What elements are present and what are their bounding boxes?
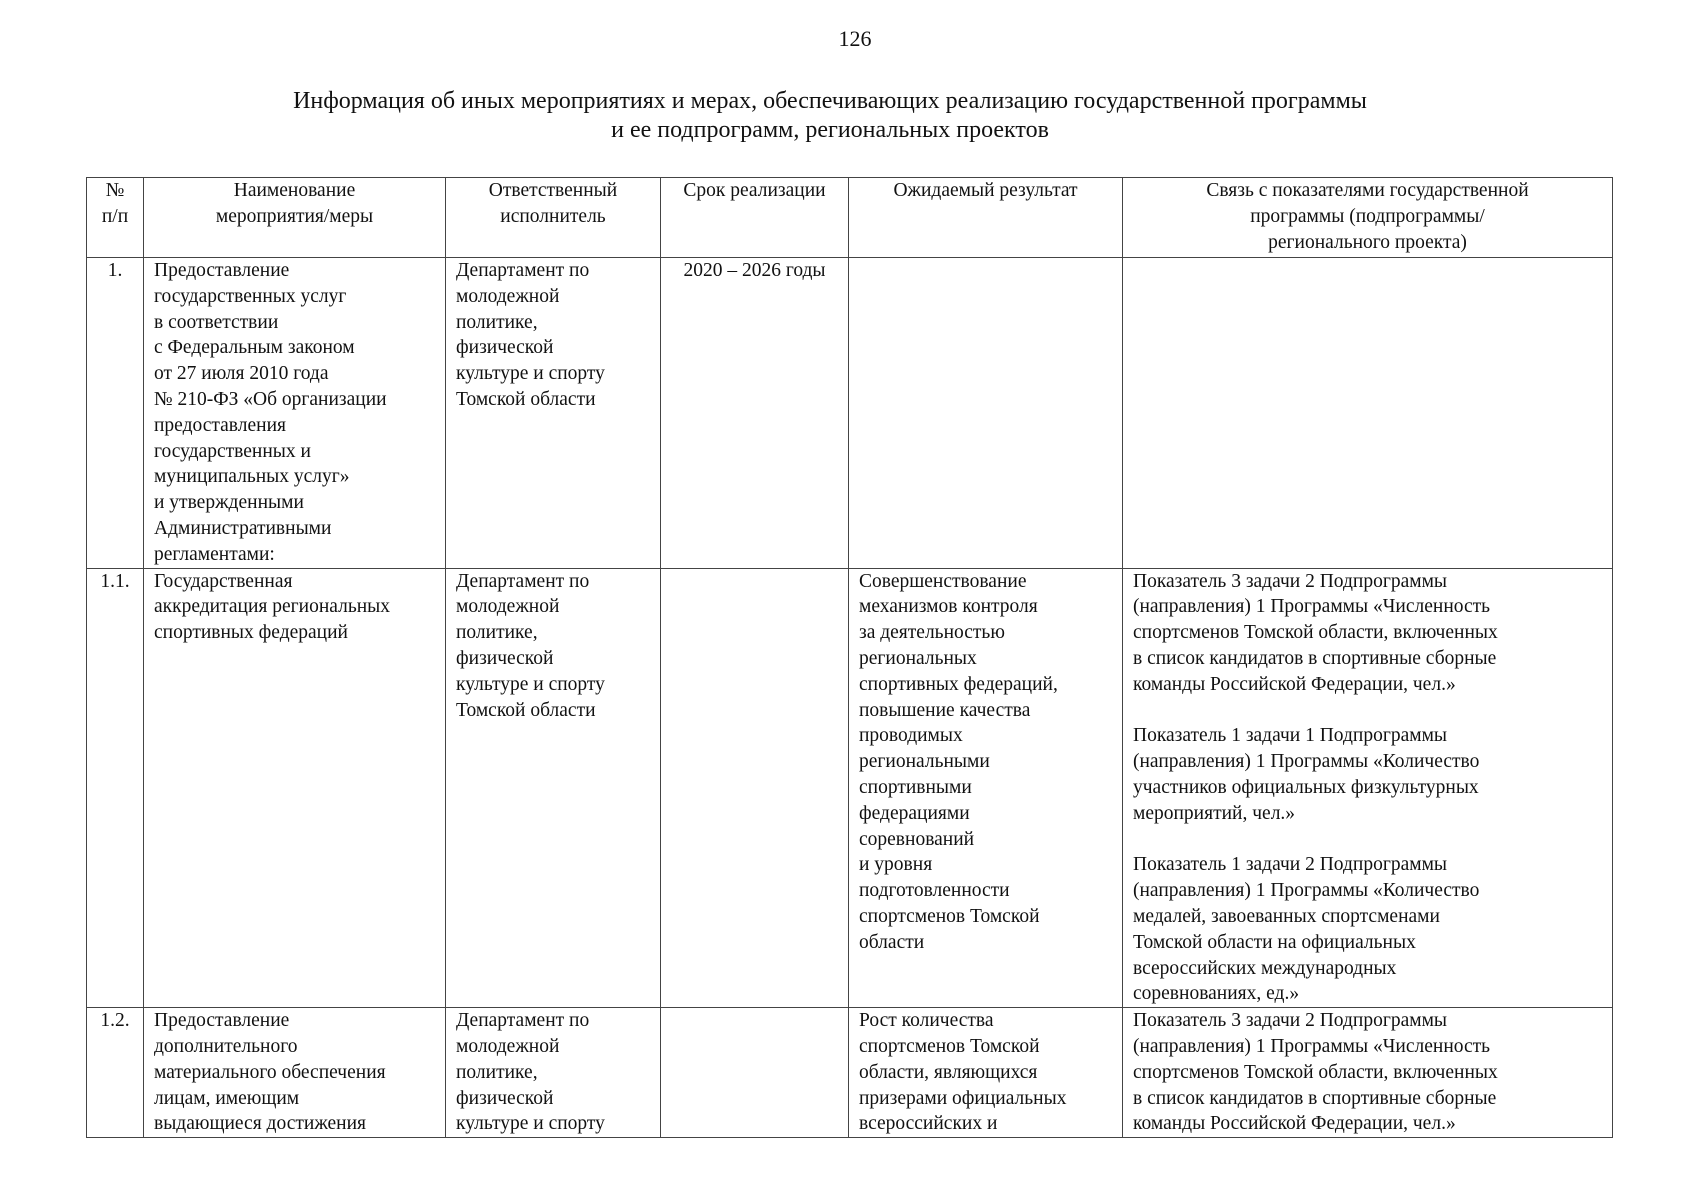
responsible-executor <box>446 258 661 569</box>
cell-line: Совершенствование <box>859 570 1027 592</box>
cell-line: соревнованиях, ед.» <box>1133 983 1300 1005</box>
cell-line: регламентами: <box>154 543 275 565</box>
cell-line: Томской области <box>456 699 596 721</box>
document-title <box>240 87 1420 145</box>
cell-line: (направления) 1 Программы «Количество <box>1133 880 1480 902</box>
cell-line: лицам, имеющим <box>154 1087 300 1109</box>
cell-line: за деятельностью <box>859 622 1005 644</box>
cell-line: физической <box>456 337 554 359</box>
responsible-executor <box>446 568 661 1008</box>
cell-line: Департамент по <box>456 570 590 592</box>
cell-line: аккредитация региональных <box>154 596 390 618</box>
responsible-executor <box>446 1008 661 1138</box>
cell-line: муниципальных услуг» <box>154 466 350 488</box>
measure-name <box>144 258 446 569</box>
cell-line: п/п <box>101 205 129 227</box>
expected-result <box>849 258 1123 569</box>
cell-line: региональными <box>859 751 990 773</box>
cell-line: всероссийских и <box>859 1113 998 1135</box>
implementation-term: 2020 – 2026 годы <box>661 258 849 569</box>
cell-line: спортивных федераций <box>154 622 348 644</box>
header-num <box>87 178 144 258</box>
cell-line: молодежной <box>456 596 560 618</box>
cell-line: Предоставление <box>154 260 290 281</box>
row-number: 1. <box>87 258 144 569</box>
cell-line: Томской области <box>456 388 596 410</box>
cell-line: (направления) 1 Программы «Численность <box>1133 1035 1491 1057</box>
table-row <box>87 258 1613 569</box>
measure-name <box>144 1008 446 1138</box>
cell-line: государственных и <box>154 440 311 462</box>
implementation-term <box>661 1008 849 1138</box>
cell-line: проводимых <box>859 725 963 747</box>
cell-line: культуре и спорту <box>456 1113 605 1135</box>
cell-line: с Федеральным законом <box>154 337 355 359</box>
cell-line: спортивными <box>859 776 972 798</box>
indicator-link <box>1123 1008 1613 1138</box>
cell-line: молодежной <box>456 285 560 307</box>
cell-line: Показатель 3 задачи 2 Подпрограммы <box>1133 1010 1448 1032</box>
cell-line: Срок реализации <box>683 180 826 201</box>
cell-line: соревнований <box>859 828 975 850</box>
header-term <box>661 178 849 258</box>
cell-line: Ожидаемый результат <box>893 180 1078 201</box>
table-row <box>87 1008 1613 1138</box>
cell-line: призерами официальных <box>859 1087 1067 1109</box>
cell-line: № <box>105 180 125 201</box>
cell-line: в список кандидатов в спортивные сборные <box>1133 647 1497 669</box>
cell-line: Наименование <box>233 180 356 201</box>
cell-line: мероприятия/меры <box>215 205 374 227</box>
cell-line: всероссийских международных <box>1133 957 1397 979</box>
cell-line: спортсменов Томской области, включенных <box>1133 622 1498 644</box>
cell-line: культуре и спорту <box>456 363 605 385</box>
cell-line: Томской области на официальных <box>1133 931 1416 953</box>
table-row <box>87 568 1613 1008</box>
row-number: 1.1. <box>87 568 144 1008</box>
cell-line: Административными <box>154 517 332 539</box>
cell-line: подготовленности <box>859 880 1010 902</box>
cell-line: спортсменов Томской <box>859 905 1040 927</box>
cell-line: в соответствии <box>154 311 279 333</box>
cell-line: команды Российской Федерации, чел.» <box>1133 673 1456 695</box>
cell-line: региональных <box>859 647 977 669</box>
cell-line: физической <box>456 1087 554 1109</box>
cell-line: Связь с показателями государственной <box>1206 180 1529 201</box>
cell-line: механизмов контроля <box>859 596 1038 618</box>
indicator-link <box>1123 258 1613 569</box>
cell-line: материального обеспечения <box>154 1061 386 1083</box>
indicator-link <box>1123 568 1613 1008</box>
cell-line: команды Российской Федерации, чел.» <box>1133 1113 1456 1135</box>
cell-line: Департамент по <box>456 1010 590 1032</box>
measure-name <box>144 568 446 1008</box>
cell-line: Ответственный <box>488 180 618 201</box>
indicator-paragraph <box>1133 723 1602 826</box>
cell-line: федерациями <box>859 802 970 824</box>
expected-result <box>849 1008 1123 1138</box>
cell-line: в список кандидатов в спортивные сборные <box>1133 1087 1497 1109</box>
cell-line: политике, <box>456 311 538 333</box>
page-number: 126 <box>838 26 872 51</box>
cell-line: Государственная <box>154 570 293 592</box>
cell-line: от 27 июля 2010 года <box>154 363 329 385</box>
cell-line: Показатель 3 задачи 2 Подпрограммы <box>1133 570 1448 592</box>
cell-line: культуре и спорту <box>456 673 605 695</box>
cell-line: Показатель 1 задачи 2 Подпрограммы <box>1133 854 1448 876</box>
title-line-2: и ее подпрограмм, региональных проектов <box>611 117 1049 143</box>
cell-line: медалей, завоеванных спортсменами <box>1133 905 1440 927</box>
title-line-1: Информация об иных мероприятиях и мерах, обеспечивающих реализацию государственной программы <box>293 88 1367 114</box>
cell-line: выдающиеся достижения <box>154 1113 367 1135</box>
header-name <box>144 178 446 258</box>
measures-table <box>86 177 1613 1138</box>
cell-line: физической <box>456 647 554 669</box>
cell-line: Показатель 1 задачи 1 Подпрограммы <box>1133 725 1448 747</box>
cell-line: Рост количества <box>859 1010 994 1032</box>
row-number: 1.2. <box>87 1008 144 1138</box>
cell-line: области <box>859 931 925 953</box>
cell-line: и утвержденными <box>154 492 304 514</box>
cell-line: спортсменов Томской области, включенных <box>1133 1061 1498 1083</box>
implementation-term <box>661 568 849 1008</box>
cell-line: № 210-ФЗ «Об организации <box>154 388 387 410</box>
header-link <box>1123 178 1613 258</box>
cell-line: дополнительного <box>154 1035 298 1057</box>
cell-line: спортивных федераций, <box>859 673 1058 695</box>
header-executor <box>446 178 661 258</box>
cell-line: молодежной <box>456 1035 560 1057</box>
cell-line: области, являющихся <box>859 1061 1038 1083</box>
cell-line: Департамент по <box>456 260 590 281</box>
cell-line: программы (подпрограммы/ <box>1250 205 1485 227</box>
cell-line: исполнитель <box>500 205 606 227</box>
cell-line: предоставления <box>154 414 286 436</box>
cell-line: (направления) 1 Программы «Численность <box>1133 596 1491 618</box>
cell-line: (направления) 1 Программы «Количество <box>1133 751 1480 773</box>
indicator-paragraph <box>1133 569 1602 698</box>
expected-result <box>849 568 1123 1008</box>
cell-line: и уровня <box>859 854 933 876</box>
cell-line: политике, <box>456 622 538 644</box>
cell-line: мероприятий, чел.» <box>1133 802 1296 824</box>
header-result <box>849 178 1123 258</box>
cell-line: государственных услуг <box>154 285 347 307</box>
indicator-paragraph <box>1133 852 1602 1007</box>
cell-line: спортсменов Томской <box>859 1035 1040 1057</box>
cell-line: участников официальных физкультурных <box>1133 776 1479 798</box>
table-header-row <box>87 178 1613 258</box>
cell-line: Предоставление <box>154 1010 290 1032</box>
indicator-paragraph <box>1133 1008 1602 1137</box>
cell-line: повышение качества <box>859 699 1031 721</box>
cell-line: политике, <box>456 1061 538 1083</box>
cell-line: регионального проекта) <box>1268 231 1467 253</box>
